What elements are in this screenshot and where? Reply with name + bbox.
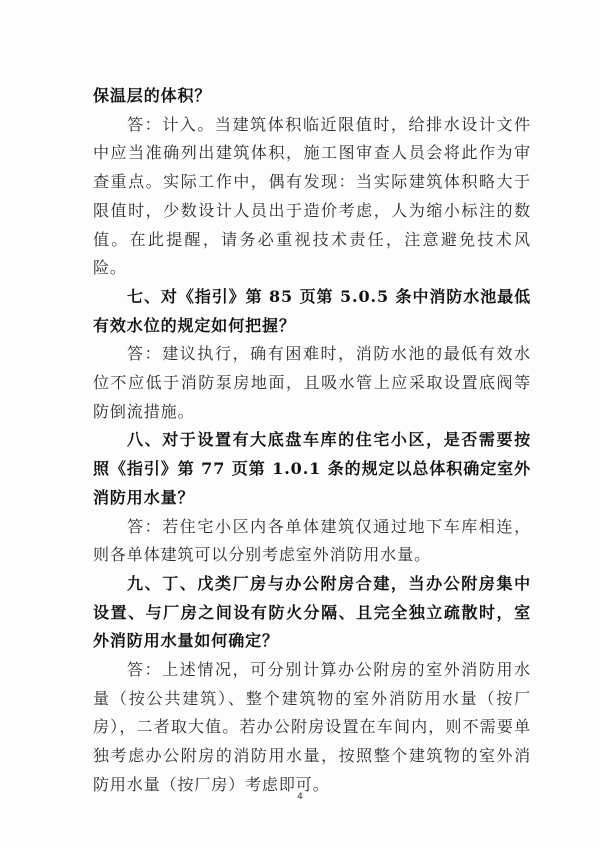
question-paragraph: 八、对于设置有大底盘车库的住宅小区，是否需要按照《指引》第 77 页第 1.0.1 条的规定以总体积确定室外消防用水量？ (93, 430, 531, 507)
question-paragraph: 七、对《指引》第 85 页第 5.0.5 条中消防水池最低有效水位的规定如何把握？ (93, 286, 531, 335)
answer-paragraph: 答：上述情况，可分别计算办公附房的室外消防用水量（按公共建筑）、整个建筑物的室外消防用水量（按厂房），二者取大值。若办公附房设置在车间内，则不需要单独考虑办公附房的消防用水量，按照整个建筑物的室外消防用水量（按厂房）考虑即可。 (93, 660, 531, 794)
answer-paragraph: 答：计入。当建筑体积临近限值时，给排水设计文件中应当准确列出建筑体积，施工图审查人员会将此作为审查重点。实际工作中，偶有发现：当实际建筑体积略大于限值时，少数设计人员出于造价考虑，人为缩小标注的数值。在此提醒，请务必重视技术责任，注意避免技术风险。 (93, 114, 531, 278)
question-continuation: 保温层的体积？ (93, 86, 212, 105)
question-paragraph: 九、丁、戊类厂房与办公附房合建，当办公附房集中设置、与厂房之间设有防火分隔、且完全独立疏散时，室外消防用水量如何确定？ (93, 573, 531, 651)
answer-paragraph: 答：若住宅小区内各单体建筑仅通过地下车库相连，则各单体建筑可以分别考虑室外消防用水量。 (93, 516, 531, 565)
page-number: 4 (297, 792, 303, 802)
page-body (93, 82, 531, 800)
answer-paragraph: 答：建议执行，确有困难时，消防水池的最低有效水位不应低于消防泵房地面，且吸水管上应采取设置底阀等防倒流措施。 (93, 344, 531, 421)
